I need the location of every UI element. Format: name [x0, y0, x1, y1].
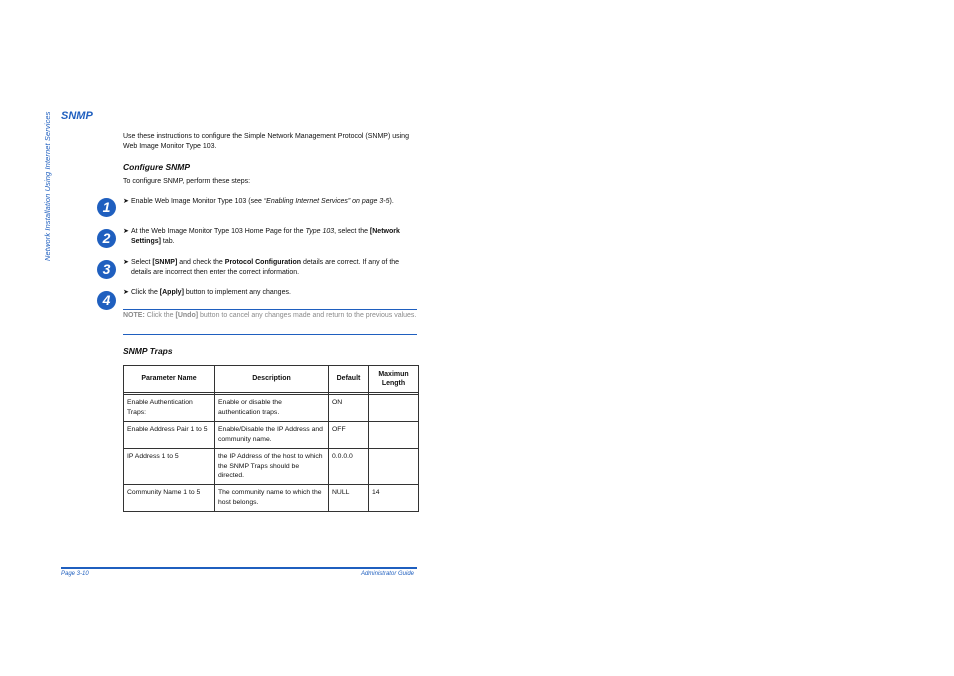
- arrow-icon: ➤: [123, 228, 129, 235]
- cell-description: Enable/Disable the IP Address and community name.: [215, 422, 329, 449]
- step-4-tail: button to implement any changes.: [183, 289, 291, 296]
- step-2-tail: tab.: [160, 238, 175, 245]
- snmp-traps-table: [123, 365, 419, 512]
- step-3-tail: details are correct. If any of the details are incorrect then enter the correct information.: [131, 259, 400, 276]
- cell-parameter: Enable Authentication Traps:: [124, 395, 215, 422]
- cell-max-length: 14: [369, 485, 419, 512]
- cell-max-length: [369, 422, 419, 449]
- step-1: [123, 197, 418, 207]
- step-3-bold1: [SNMP]: [152, 259, 178, 266]
- traps-title: SNMP Traps: [123, 346, 173, 356]
- cell-default: OFF: [329, 422, 369, 449]
- cell-parameter: IP Address 1 to 5: [124, 449, 215, 485]
- step-2-text: At the Web Image Monitor Type 103 Home Page for the: [131, 228, 306, 235]
- step-3-bold2: Protocol Configuration: [224, 259, 301, 266]
- arrow-icon: ➤: [123, 198, 129, 205]
- step-2-number: 2: [97, 229, 116, 248]
- step-4-bold: [Apply]: [159, 289, 184, 296]
- step-1-text: Enable Web Image Monitor Type 103 (see: [131, 198, 264, 205]
- step-3-mid: and check the: [177, 259, 225, 266]
- note-bold: [Undo]: [175, 312, 199, 319]
- table-header-row: [124, 366, 419, 393]
- step-3-number: 3: [97, 260, 116, 279]
- arrow-icon: ➤: [123, 289, 129, 296]
- step-2-bold: [Network Settings]: [131, 228, 400, 245]
- step-2: [123, 227, 418, 247]
- arrow-icon: ➤: [123, 259, 129, 266]
- cell-description: the IP Address of the host to which the SNMP Traps should be directed.: [215, 449, 329, 485]
- footer-page-number: Page 3-10: [61, 571, 89, 577]
- footer-guide-title: Administrator Guide: [360, 571, 414, 577]
- header-default: Default: [329, 366, 369, 393]
- note-tail: button to cancel any changes made and return to the previous values.: [198, 312, 417, 319]
- header-maximum-length: Maximun Length: [369, 366, 419, 393]
- step-4-text: Click the: [131, 289, 160, 296]
- table-row: [124, 422, 419, 449]
- cell-max-length: [369, 395, 419, 422]
- note-label: NOTE:: [123, 312, 145, 319]
- side-tab-label: Network Installation Using Internet Services: [43, 112, 52, 262]
- configure-lead: To configure SNMP, perform these steps:: [123, 178, 251, 185]
- cell-default: ON: [329, 395, 369, 422]
- cell-description: The community name to which the host belongs.: [215, 485, 329, 512]
- footer-divider: [61, 567, 417, 569]
- table-row: [124, 395, 419, 422]
- cell-default: 0.0.0.0: [329, 449, 369, 485]
- cell-parameter: Enable Address Pair 1 to 5: [124, 422, 215, 449]
- step-2-mid: , select the: [334, 228, 370, 235]
- cell-parameter: Community Name 1 to 5: [124, 485, 215, 512]
- step-3: [123, 258, 418, 278]
- step-4-number: 4: [97, 291, 116, 310]
- step-3-text: Select: [131, 259, 153, 266]
- cell-max-length: [369, 449, 419, 485]
- step-4: [123, 288, 418, 298]
- configure-title: Configure SNMP: [123, 162, 191, 172]
- header-parameter-name: Parameter Name: [124, 366, 215, 393]
- cell-description: Enable or disable the authentication traps.: [215, 395, 329, 422]
- table-row: [124, 485, 419, 512]
- step-1-number: 1: [97, 198, 116, 217]
- note-box: [123, 309, 417, 335]
- table-row: [124, 449, 419, 485]
- cell-default: NULL: [329, 485, 369, 512]
- step-1-ref-link[interactable]: “Enabling Internet Services” on page 3-5: [263, 198, 390, 205]
- header-description: Description: [215, 366, 329, 393]
- section-title: SNMP: [61, 110, 93, 122]
- intro-paragraph: Use these instructions to configure the Simple Network Management Protocol (SNMP) using Web Image Monitor Type 103.: [123, 133, 409, 150]
- note-text: Click the: [144, 312, 176, 319]
- step-1-tail: ).: [389, 198, 394, 205]
- step-2-italic: Type 103: [305, 228, 335, 235]
